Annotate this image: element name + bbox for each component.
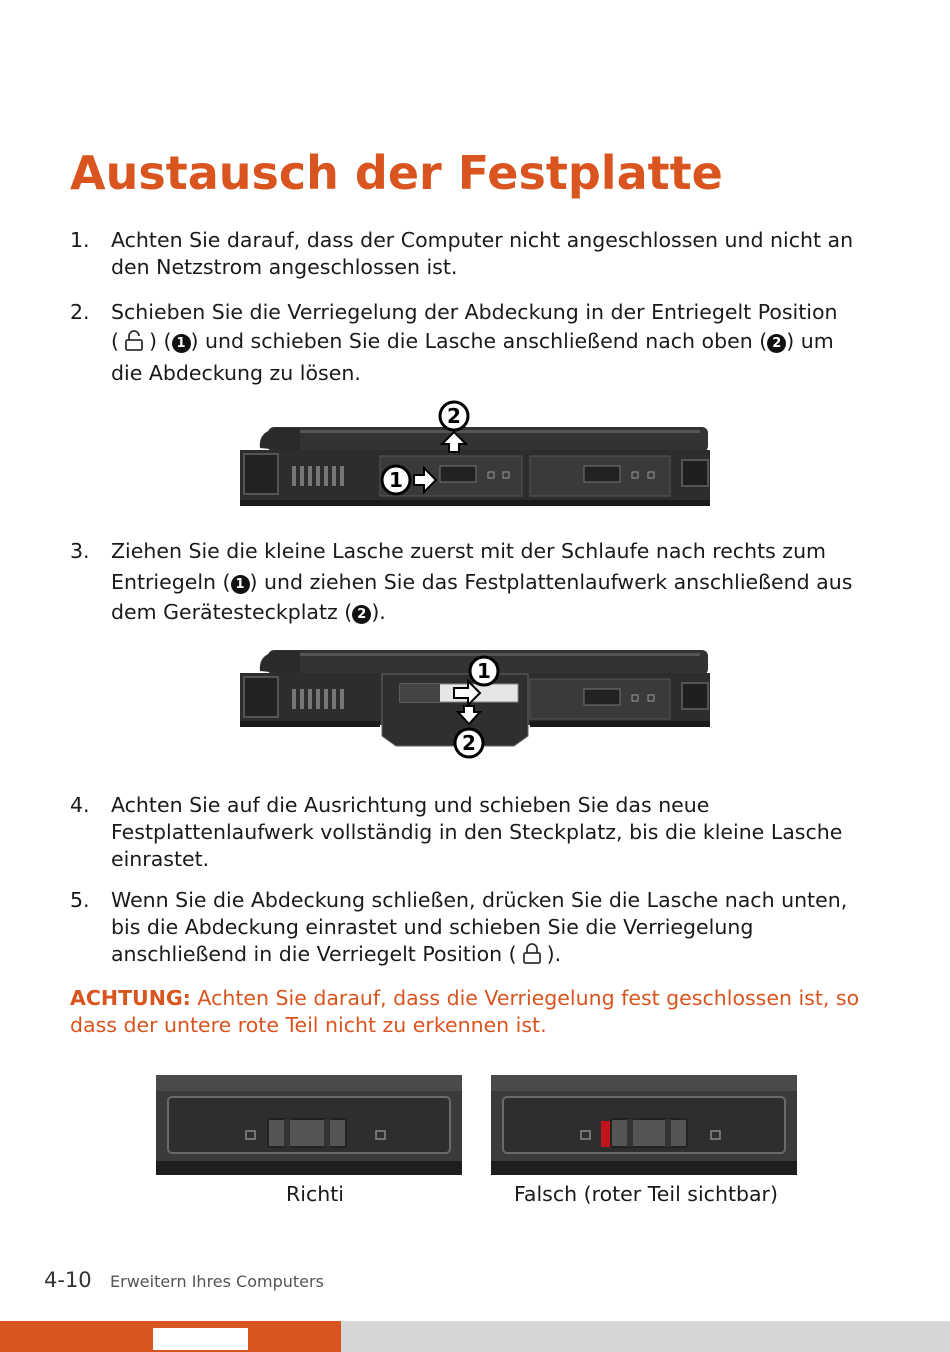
page-number: 4-10 (44, 1268, 92, 1292)
step-marker-1: 1 (231, 575, 250, 594)
step-number: 5. (70, 888, 90, 912)
step-number: 4. (70, 793, 90, 817)
page-title: Austausch der Festplatte (70, 146, 723, 200)
step-text-line: den Netzstrom angeschlossen ist. (111, 255, 458, 279)
step-text-line: Schieben Sie die Verriegelung der Abdeckung in der Entriegelt Position (111, 300, 838, 324)
unlocked-padlock-icon (123, 330, 145, 360)
step-5 (70, 887, 890, 972)
step-text-line: Ziehen Sie die kleine Lasche zuerst mit der Schlaufe nach rechts zum (111, 539, 827, 563)
step-marker-2: 2 (767, 334, 786, 353)
footer-grey-bar (341, 1321, 950, 1352)
step-1 (70, 227, 890, 281)
step-text-line: Achten Sie auf die Ausrichtung und schieben Sie das neue (111, 793, 710, 817)
step-number: 3. (70, 539, 90, 563)
latch-photo-correct (156, 1075, 462, 1179)
step-text-line: einrastet. (111, 847, 210, 871)
step-3 (70, 536, 890, 628)
laptop-side-illustration (240, 400, 712, 506)
callout-label: 2 (462, 731, 476, 755)
caption-wrong: Falsch (roter Teil sichtbar) (514, 1182, 778, 1206)
warning-text-line-2: dass der untere rote Teil nicht zu erkennen ist. (70, 1013, 547, 1037)
step-text-line: Entriegeln ( 1 ) und ziehen Sie das Festplattenlaufwerk anschließend aus (111, 569, 853, 594)
step-text-line: Festplattenlaufwerk vollständig in den Steckplatz, bis die kleine Lasche (111, 820, 843, 844)
footer-section-title: Erweitern Ihres Computers (110, 1272, 324, 1291)
step-text-line: ( ) ( 1 ) und schieben Sie die Lasche anschließend nach oben ( 2 ) um (111, 327, 890, 360)
callout-label: 1 (389, 468, 403, 492)
caption-correct: Richti (286, 1182, 344, 1206)
callout-label: 2 (447, 404, 461, 428)
latch-photo-wrong (491, 1075, 797, 1179)
figure-drive-removal (240, 636, 712, 764)
step-number: 1. (70, 228, 90, 252)
step-text-line: dem Gerätesteckplatz ( 2 ). (111, 600, 386, 624)
warning-note (70, 985, 890, 1039)
step-number: 2. (70, 300, 90, 324)
step-text-line: die Abdeckung zu lösen. (111, 361, 361, 385)
locked-padlock-icon (521, 943, 543, 972)
step-text-line: anschließend in die Verriegelt Position ( ). (111, 941, 890, 972)
step-marker-1: 1 (172, 334, 191, 353)
callout-label: 1 (477, 659, 491, 683)
step-marker-2: 2 (352, 605, 371, 624)
step-4 (70, 792, 890, 873)
step-2 (70, 298, 890, 388)
step-text-line: bis die Abdeckung einrastet und schieben Sie die Verriegelung (111, 915, 754, 939)
laptop-side-illustration (240, 636, 712, 760)
figure-cover-unlock (240, 400, 712, 510)
step-text-line: Achten Sie darauf, dass der Computer nicht angeschlossen und nicht an (111, 228, 854, 252)
warning-text: Achten Sie darauf, dass die Verriegelung fest geschlossen ist, so (190, 986, 860, 1010)
warning-label: ACHTUNG: (70, 986, 191, 1010)
footer-bar-marker (153, 1328, 248, 1350)
step-text-line: Wenn Sie die Abdeckung schließen, drücken Sie die Lasche nach unten, (111, 888, 848, 912)
